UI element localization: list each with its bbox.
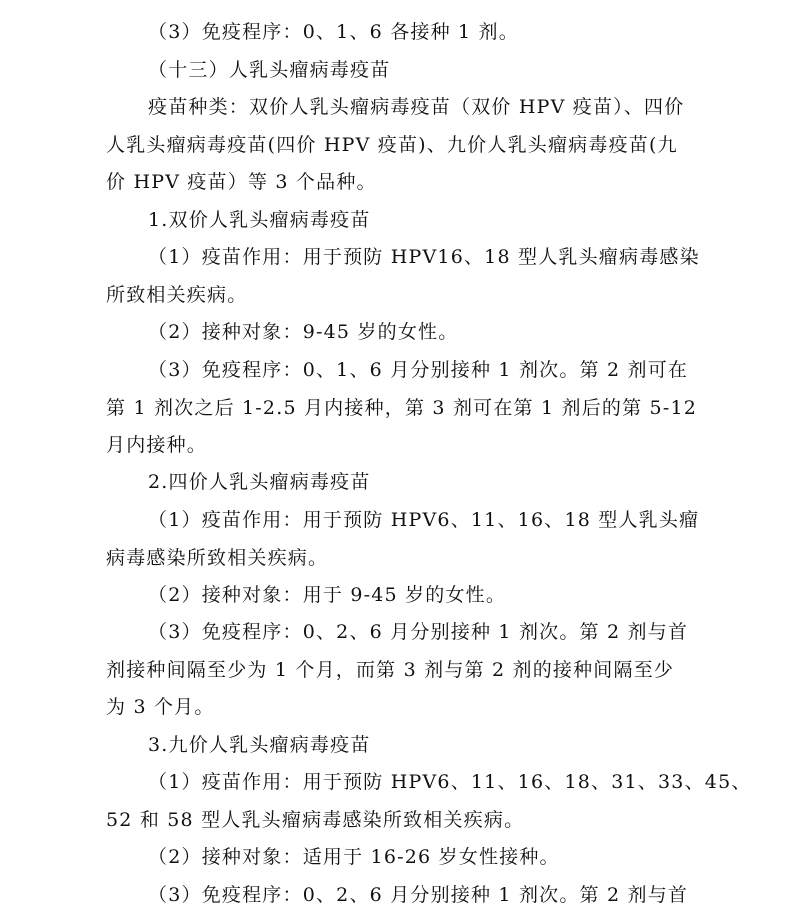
text-line: （3）免疫程序：0、1、6 各接种 1 剂。 <box>148 21 519 43</box>
text-line: （2）接种对象：适用于 16-26 岁女性接种。 <box>148 846 560 868</box>
text-line: （3）免疫程序：0、2、6 月分别接种 1 剂次。第 2 剂与首 <box>148 621 689 643</box>
text-line: （3）免疫程序：0、1、6 月分别接种 1 剂次。第 2 剂可在 <box>148 359 689 381</box>
text-line: （1）疫苗作用：用于预防 HPV6、11、16、18、31、33、45、 <box>148 771 752 793</box>
paragraph <box>0 764 792 839</box>
paragraph <box>0 839 792 877</box>
text-line: （2）接种对象：用于 9-45 岁的女性。 <box>148 584 507 606</box>
paragraph <box>0 577 792 615</box>
text-line: （3）免疫程序：0、2、6 月分别接种 1 剂次。第 2 剂与首 <box>148 884 689 906</box>
paragraph <box>0 502 792 577</box>
text-line: 1.双价人乳头瘤病毒疫苗 <box>148 209 371 231</box>
text-line: 月内接种。 <box>106 434 208 456</box>
text-line: 为 3 个月。 <box>106 696 215 718</box>
text-line: （2）接种对象：9-45 岁的女性。 <box>148 321 459 343</box>
text-line: 所致相关疾病。 <box>106 283 248 306</box>
text-line: 3.九价人乳头瘤病毒疫苗 <box>148 734 371 756</box>
paragraph <box>0 352 792 465</box>
text-line: 疫苗种类：双价人乳头瘤病毒疫苗（双价 HPV 疫苗）、四价 <box>148 96 685 118</box>
subsection-heading <box>0 727 792 765</box>
subsection-heading <box>0 464 792 502</box>
text-line: 第 1 剂次之后 1-2.5 月内接种，第 3 剂可在第 1 剂后的第 5-12 <box>106 396 698 419</box>
text-line: （十三）人乳头瘤病毒疫苗 <box>148 59 391 81</box>
text-line: 价 HPV 疫苗）等 3 个品种。 <box>106 171 377 193</box>
text-line: 病毒感染所致相关疾病。 <box>106 546 329 569</box>
paragraph <box>0 877 792 915</box>
paragraph <box>0 314 792 352</box>
text-line: 2.四价人乳头瘤病毒疫苗 <box>148 471 371 493</box>
paragraph <box>0 614 792 727</box>
text-line: 人乳头瘤病毒疫苗(四价 HPV 疫苗)、九价人乳头瘤病毒疫苗(九 <box>106 133 678 156</box>
section-heading <box>0 52 792 90</box>
text-line: 52 和 58 型人乳头瘤病毒感染所致相关疾病。 <box>106 808 525 831</box>
paragraph <box>0 14 792 52</box>
text-line: （1）疫苗作用：用于预防 HPV16、18 型人乳头瘤病毒感染 <box>148 246 700 268</box>
text-line: （1）疫苗作用：用于预防 HPV6、11、16、18 型人乳头瘤 <box>148 509 700 531</box>
paragraph <box>0 89 792 202</box>
subsection-heading <box>0 202 792 240</box>
text-line: 剂接种间隔至少为 1 个月，而第 3 剂与第 2 剂的接种间隔至少 <box>106 658 675 681</box>
paragraph <box>0 239 792 314</box>
